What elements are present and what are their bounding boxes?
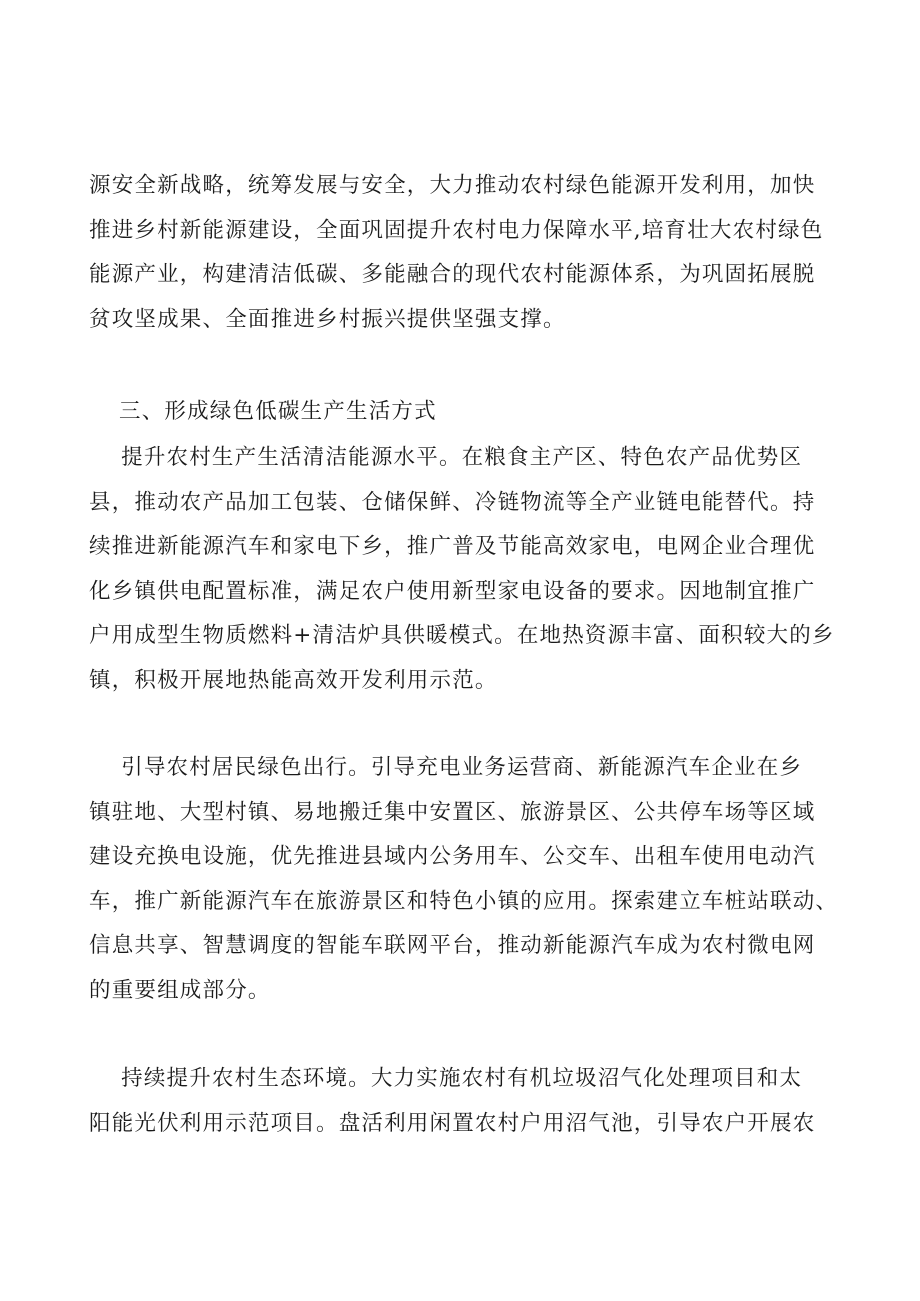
paragraph-line: 引导农村居民绿色出行。引导充电业务运营商、新能源汽车企业在乡 [89,755,803,780]
paragraph-ecology [89,1057,853,1146]
paragraph-line: 能源产业，构建清洁低碳、多能融合的现代农村能源体系，为巩固拓展脱 [89,262,816,287]
intro-paragraph [89,164,853,342]
section-heading: 三、形成绿色低碳生产生活方式 [119,399,437,424]
paragraph-line: 县，推动农产品加工包装、仓储保鲜、冷链物流等全产业链电能替代。持 [89,489,816,515]
paragraph-green-travel [89,746,853,1013]
paragraph-line: 续推进新能源汽车和家电下乡，推广普及节能高效家电，电网企业合理优 [89,534,816,559]
paragraph-line: 户用成型生物质燃料+清洁炉具供暖模式。在地热资源丰富、面积较大的乡 [89,623,835,648]
paragraph-line: 阳能光伏利用示范项目。盘活利用闲置农村户用沼气池，引导农户开展农 [89,1110,816,1136]
paragraph-line: 源安全新战略，统筹发展与安全，大力推动农村绿色能源开发利用，加快 [89,173,816,198]
paragraph-line: 提升农村生产生活清洁能源水平。在粮食主产区、特色农产品优势区 [89,445,803,470]
paragraph-line: 信息共享、智慧调度的智能车联网平台，推动新能源汽车成为农村微电网 [89,933,816,958]
paragraph-line: 镇，积极开展地热能高效开发利用示范。 [89,667,498,693]
paragraph-line: 的重要组成部分。 [89,977,271,1003]
paragraph-line: 建设充换电设施，优先推进县域内公务用车、公交车、出租车使用电动汽 [89,844,816,869]
paragraph-line: 持续提升农村生态环境。大力实施农村有机垃圾沼气化处理项目和太 [89,1066,803,1091]
paragraph-line: 贫攻坚成果、全面推进乡村振兴提供坚强支撑。 [89,306,566,332]
paragraph-clean-energy [89,436,853,703]
paragraph-line: 化乡镇供电配置标准，满足农户使用新型家电设备的要求。因地制宜推广 [89,578,816,604]
paragraph-line: 推进乡村新能源建设，全面巩固提升农村电力保障水平,培育壮大农村绿色 [89,217,824,243]
paragraph-line: 镇驻地、大型村镇、易地搬迁集中安置区、旅游景区、公共停车场等区域 [89,799,816,825]
paragraph-line: 车，推广新能源汽车在旅游景区和特色小镇的应用。探索建立车桩站联动、 [89,888,839,914]
